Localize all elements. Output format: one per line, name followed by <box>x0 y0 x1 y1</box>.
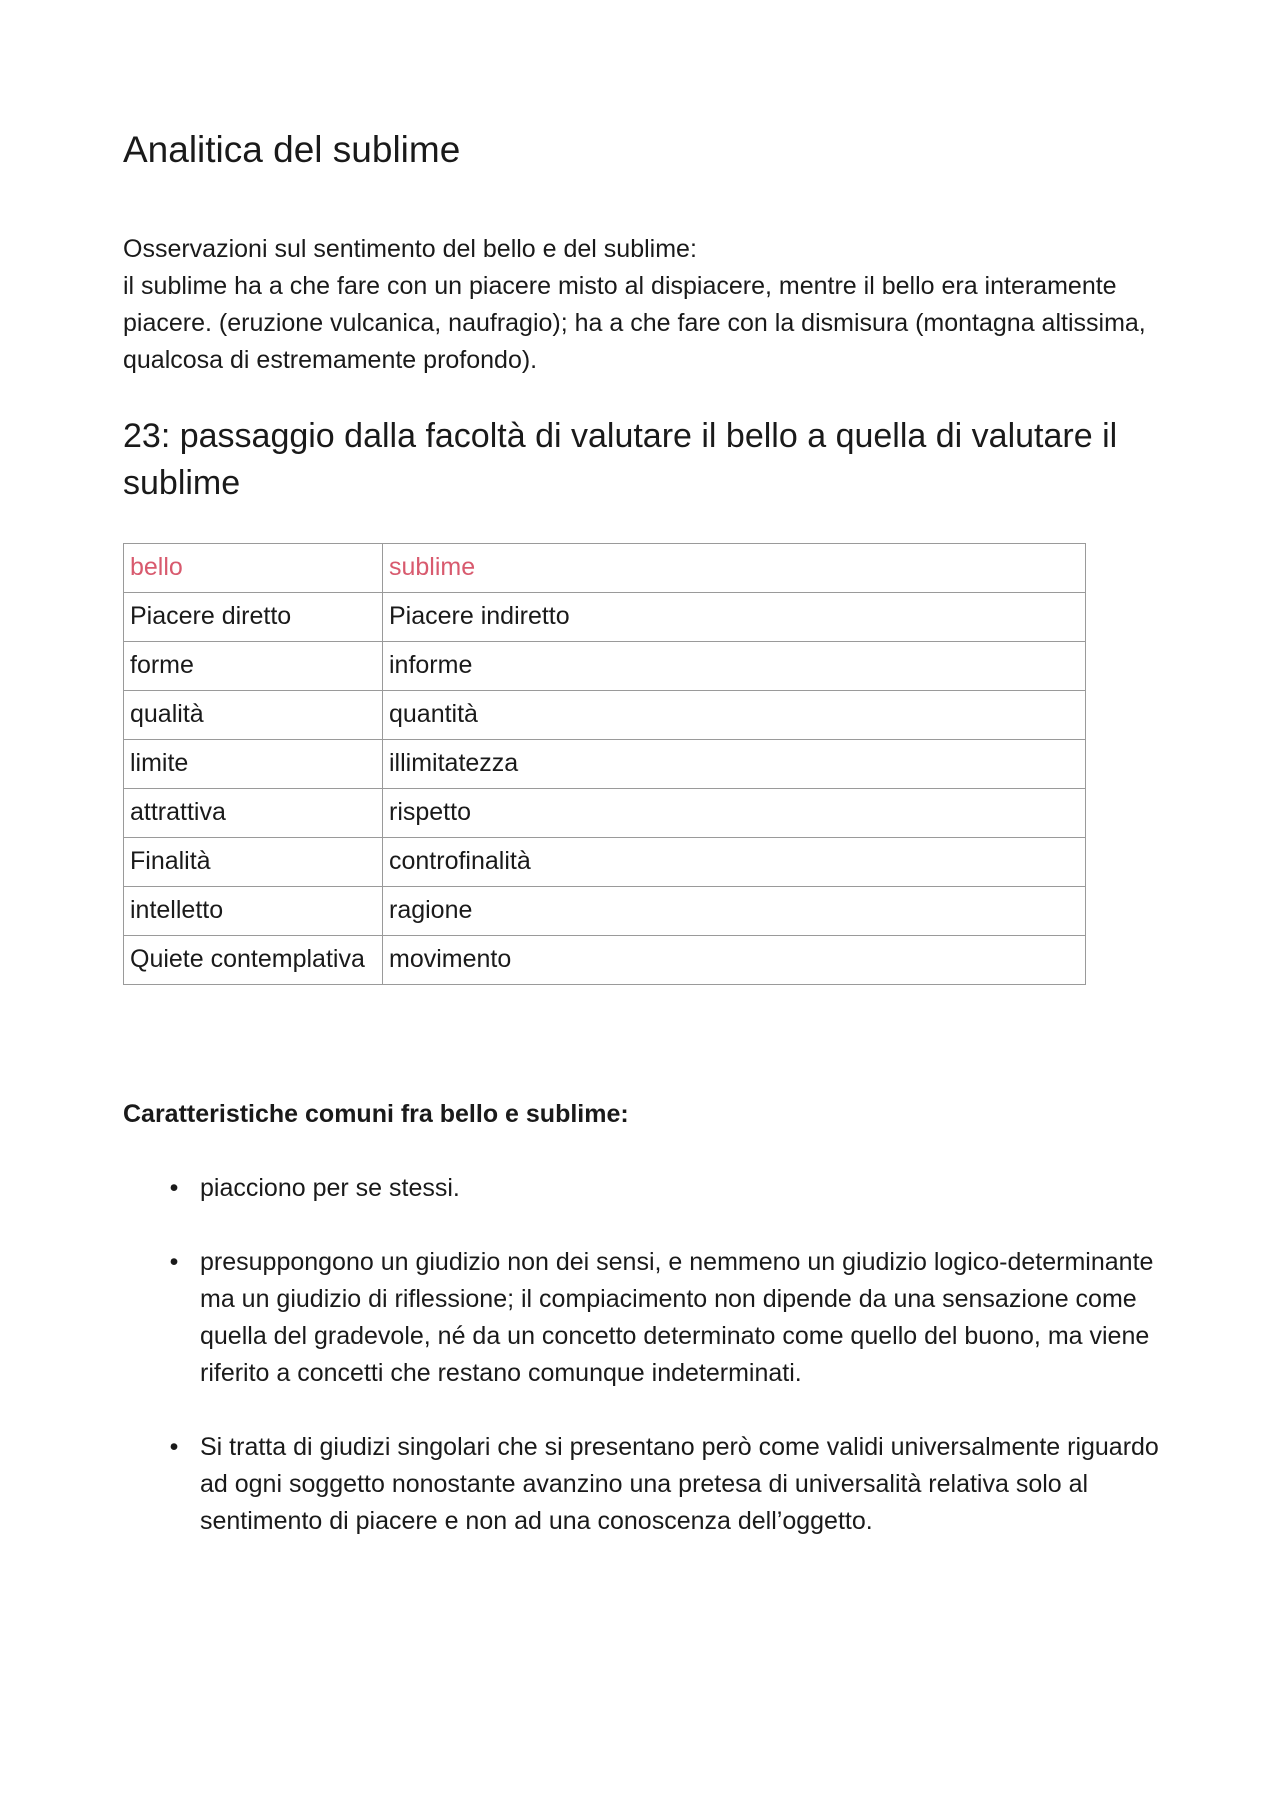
table-row <box>124 740 1086 789</box>
section-heading: 23: passaggio dalla facoltà di valutare il bello a quella di valutare il sublime <box>123 417 1118 502</box>
table-cell-sublime: movimento <box>383 936 1086 985</box>
table-row <box>124 789 1086 838</box>
table-cell-sublime: informe <box>383 642 1086 691</box>
bullet-icon: • <box>169 1433 179 1461</box>
list-item <box>123 1170 1183 1207</box>
table-row <box>124 642 1086 691</box>
table-row <box>124 593 1086 642</box>
table-row <box>124 887 1086 936</box>
comparison-table <box>123 543 1086 985</box>
intro-body: il sublime ha a che fare con un piacere misto al dispiacere, mentre il bello era interamente piacere. (eruzione vulcanica, naufragio); ha a che fare con la dismisura (montagna altissima, qualcosa di estremamente profondo). <box>123 272 1146 374</box>
page-title: Analitica del sublime <box>123 129 461 170</box>
table-cell-sublime: quantità <box>383 691 1086 740</box>
table-cell-sublime: Piacere indiretto <box>383 593 1086 642</box>
table-row <box>124 691 1086 740</box>
common-features-heading: Caratteristiche comuni fra bello e sublime: <box>123 1100 629 1128</box>
intro-paragraph <box>123 231 1183 379</box>
table-cell-bello: qualità <box>124 691 383 740</box>
table-header-sublime: sublime <box>383 544 1086 593</box>
intro-heading-line: Osservazioni sul sentimento del bello e del sublime: <box>123 235 697 263</box>
table-cell-bello: intelletto <box>124 887 383 936</box>
table-header-row <box>124 544 1086 593</box>
table-cell-sublime: rispetto <box>383 789 1086 838</box>
table-cell-bello: attrattiva <box>124 789 383 838</box>
list-item <box>123 1429 1183 1540</box>
table-cell-bello: limite <box>124 740 383 789</box>
bullet-icon: • <box>169 1248 179 1276</box>
table-cell-sublime: ragione <box>383 887 1086 936</box>
list-item-text: piacciono per se stessi. <box>200 1174 460 1202</box>
table-cell-bello: Finalità <box>124 838 383 887</box>
table-cell-bello: Piacere diretto <box>124 593 383 642</box>
table-cell-bello: forme <box>124 642 383 691</box>
list-item <box>123 1244 1183 1392</box>
table-row <box>124 838 1086 887</box>
bullet-icon: • <box>169 1174 179 1202</box>
list-item-text: presuppongono un giudizio non dei sensi, e nemmeno un giudizio logico-determinante ma un giudizio di riflessione; il compiacimento non dipende da una sensazione come quella del gradevole, né da un concetto determinato come quello del buono, ma viene riferito a concetti che restano comunque indeterminati. <box>200 1248 1154 1387</box>
table-cell-bello: Quiete contemplativa <box>124 936 383 985</box>
list-item-text: Si tratta di giudizi singolari che si presentano però come validi universalmente riguardo ad ogni soggetto nonostante avanzino una pretesa di universalità relativa solo al sentimento di piacere e non ad una conoscenza dell’oggetto. <box>200 1433 1159 1535</box>
table-cell-sublime: controfinalità <box>383 838 1086 887</box>
table-header-bello: bello <box>124 544 383 593</box>
common-features-list <box>123 1170 1183 1577</box>
table-cell-sublime: illimitatezza <box>383 740 1086 789</box>
table-row <box>124 936 1086 985</box>
